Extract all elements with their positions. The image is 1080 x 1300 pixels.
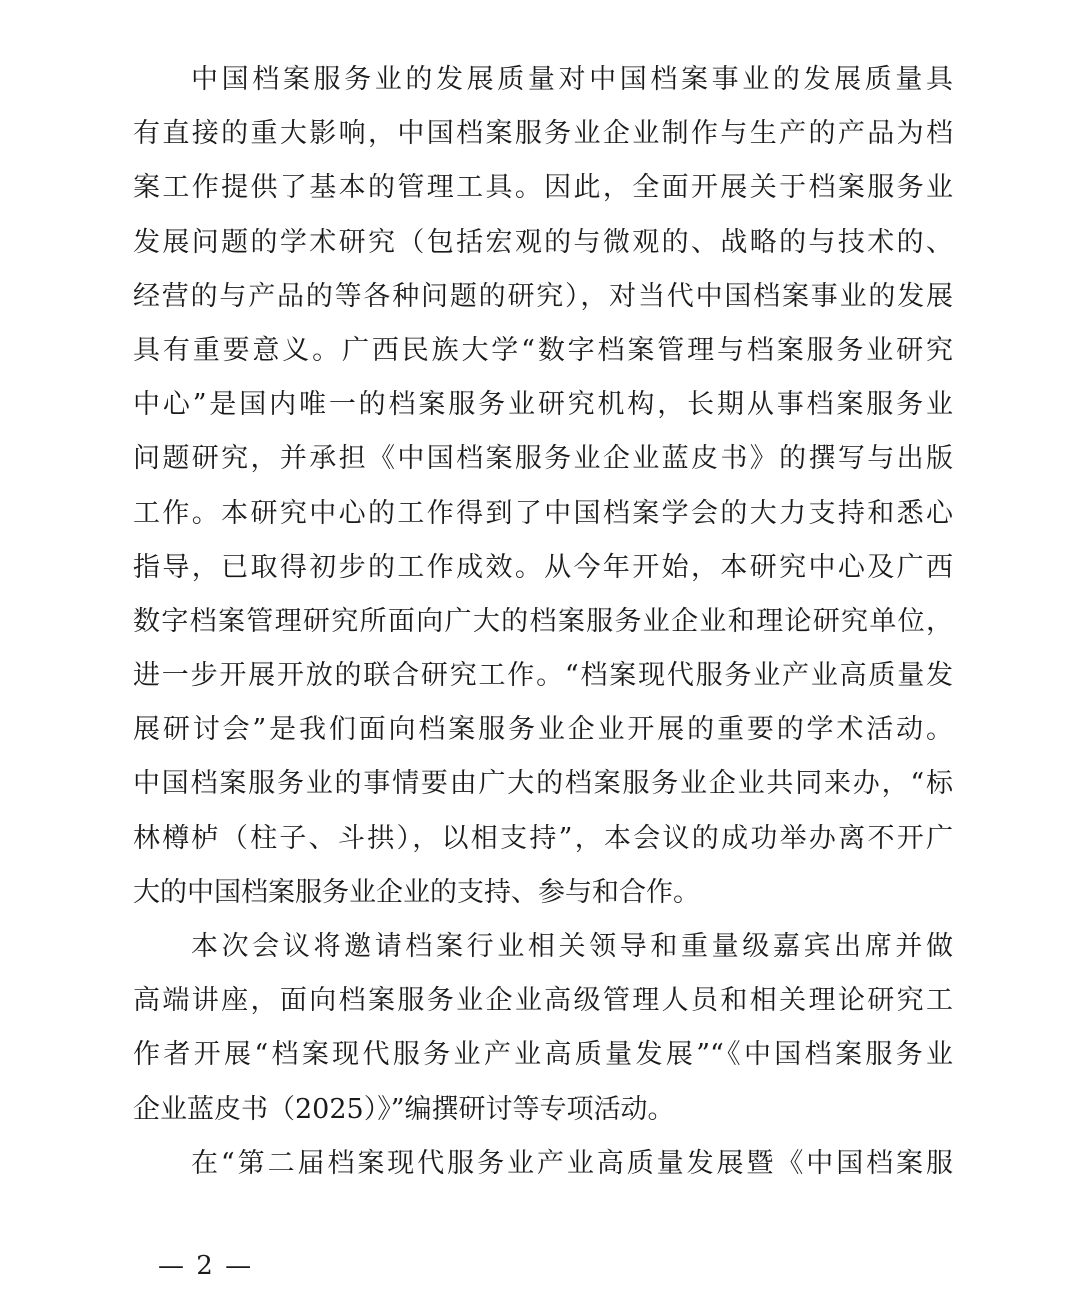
text-line: 企业蓝皮书（2025）》”编撰研讨等专项活动。 bbox=[133, 1093, 675, 1125]
text-line: 在“第二届档案现代服务业产业高质量发展暨《中国档案服 bbox=[191, 1147, 953, 1179]
text-line: 工作。本研究中心的工作得到了中国档案学会的大力支持和悉心 bbox=[133, 497, 953, 529]
text-line: 中心”是国内唯一的档案服务业研究机构，长期从事档案服务业 bbox=[133, 389, 953, 421]
text-line: 数字档案管理研究所面向广大的档案服务业企业和理论研究单位， bbox=[133, 605, 953, 637]
text-line: 作者开展“档案现代服务业产业高质量发展”“《中国档案服务业 bbox=[133, 1039, 953, 1071]
body-text bbox=[133, 53, 953, 1191]
text-line: 问题研究，并承担《中国档案服务业企业蓝皮书》的撰写与出版 bbox=[133, 443, 953, 475]
page-number: — 2 — bbox=[158, 1251, 254, 1281]
text-line: 指导，已取得初步的工作成效。从今年开始，本研究中心及广西 bbox=[133, 551, 953, 583]
text-line: 进一步开展开放的联合研究工作。“档案现代服务业产业高质量发 bbox=[133, 660, 953, 692]
text-line: 中国档案服务业的发展质量对中国档案事业的发展质量具 bbox=[191, 64, 953, 95]
text-line: 具有重要意义。广西民族大学“数字档案管理与档案服务业研究 bbox=[133, 334, 953, 366]
text-line: 大的中国档案服务业企业的支持、参与和合作。 bbox=[133, 876, 700, 908]
text-line: 展研讨会”是我们面向档案服务业企业开展的重要的学术活动。 bbox=[133, 714, 953, 746]
text-line: 林樽栌（柱子、斗拱），以相支持”，本会议的成功举办离不开广 bbox=[133, 822, 953, 854]
text-line: 高端讲座，面向档案服务业企业高级管理人员和相关理论研究工 bbox=[133, 985, 953, 1017]
text-line: 本次会议将邀请档案行业相关领导和重量级嘉宾出席并做 bbox=[191, 931, 953, 962]
text-line: 案工作提供了基本的管理工具。因此，全面开展关于档案服务业 bbox=[133, 172, 953, 204]
text-line: 发展问题的学术研究（包括宏观的与微观的、战略的与技术的、 bbox=[133, 226, 953, 258]
text-line: 有直接的重大影响，中国档案服务业企业制作与生产的产品为档 bbox=[133, 118, 953, 150]
text-line: 经营的与产品的等各种问题的研究），对当代中国档案事业的发展 bbox=[133, 280, 953, 312]
text-line: 中国档案服务业的事情要由广大的档案服务业企业共同来办，“标 bbox=[133, 768, 953, 800]
